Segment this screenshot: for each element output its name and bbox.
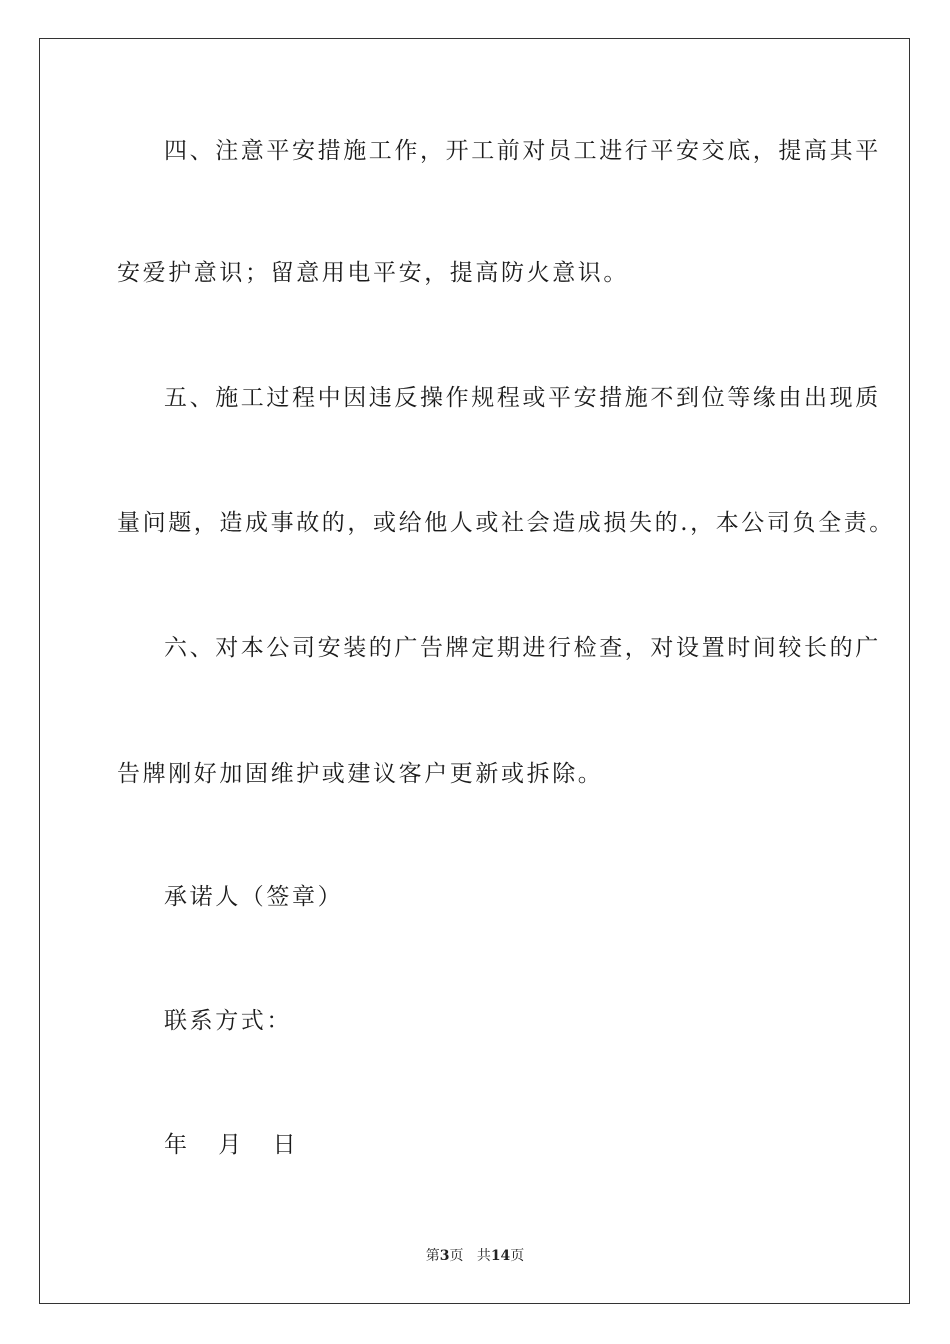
page-footer <box>0 1247 950 1265</box>
footer-total-suffix: 页 <box>510 1248 525 1264</box>
paragraph-6-line-2: 告牌刚好加固维护或建议客户更新或拆除。 <box>117 761 604 787</box>
paragraph-5-line-1: 五、施工过程中因违反操作规程或平安措施不到位等缘由出现质 <box>164 385 881 411</box>
footer-page-suffix: 页 <box>449 1248 464 1264</box>
footer-total-prefix: 共 <box>476 1248 491 1264</box>
date-label: 年 月 日 <box>164 1132 308 1158</box>
footer-prefix: 第 <box>425 1248 440 1264</box>
footer-page-number: 3 <box>439 1248 450 1264</box>
signature-label: 承诺人（签章） <box>164 884 344 910</box>
paragraph-4-line-2: 安爱护意识；留意用电平安，提高防火意识。 <box>117 260 629 286</box>
page-border <box>39 38 910 1304</box>
paragraph-4-line-1: 四、注意平安措施工作，开工前对员工进行平安交底，提高其平 <box>164 138 881 164</box>
paragraph-6-line-1: 六、对本公司安装的广告牌定期进行检查，对设置时间较长的广 <box>164 635 881 661</box>
footer-total-pages: 14 <box>490 1248 511 1264</box>
paragraph-5-line-2: 量问题，造成事故的，或给他人或社会造成损失的.，本公司负全责。 <box>117 510 895 536</box>
contact-label: 联系方式： <box>164 1008 292 1034</box>
